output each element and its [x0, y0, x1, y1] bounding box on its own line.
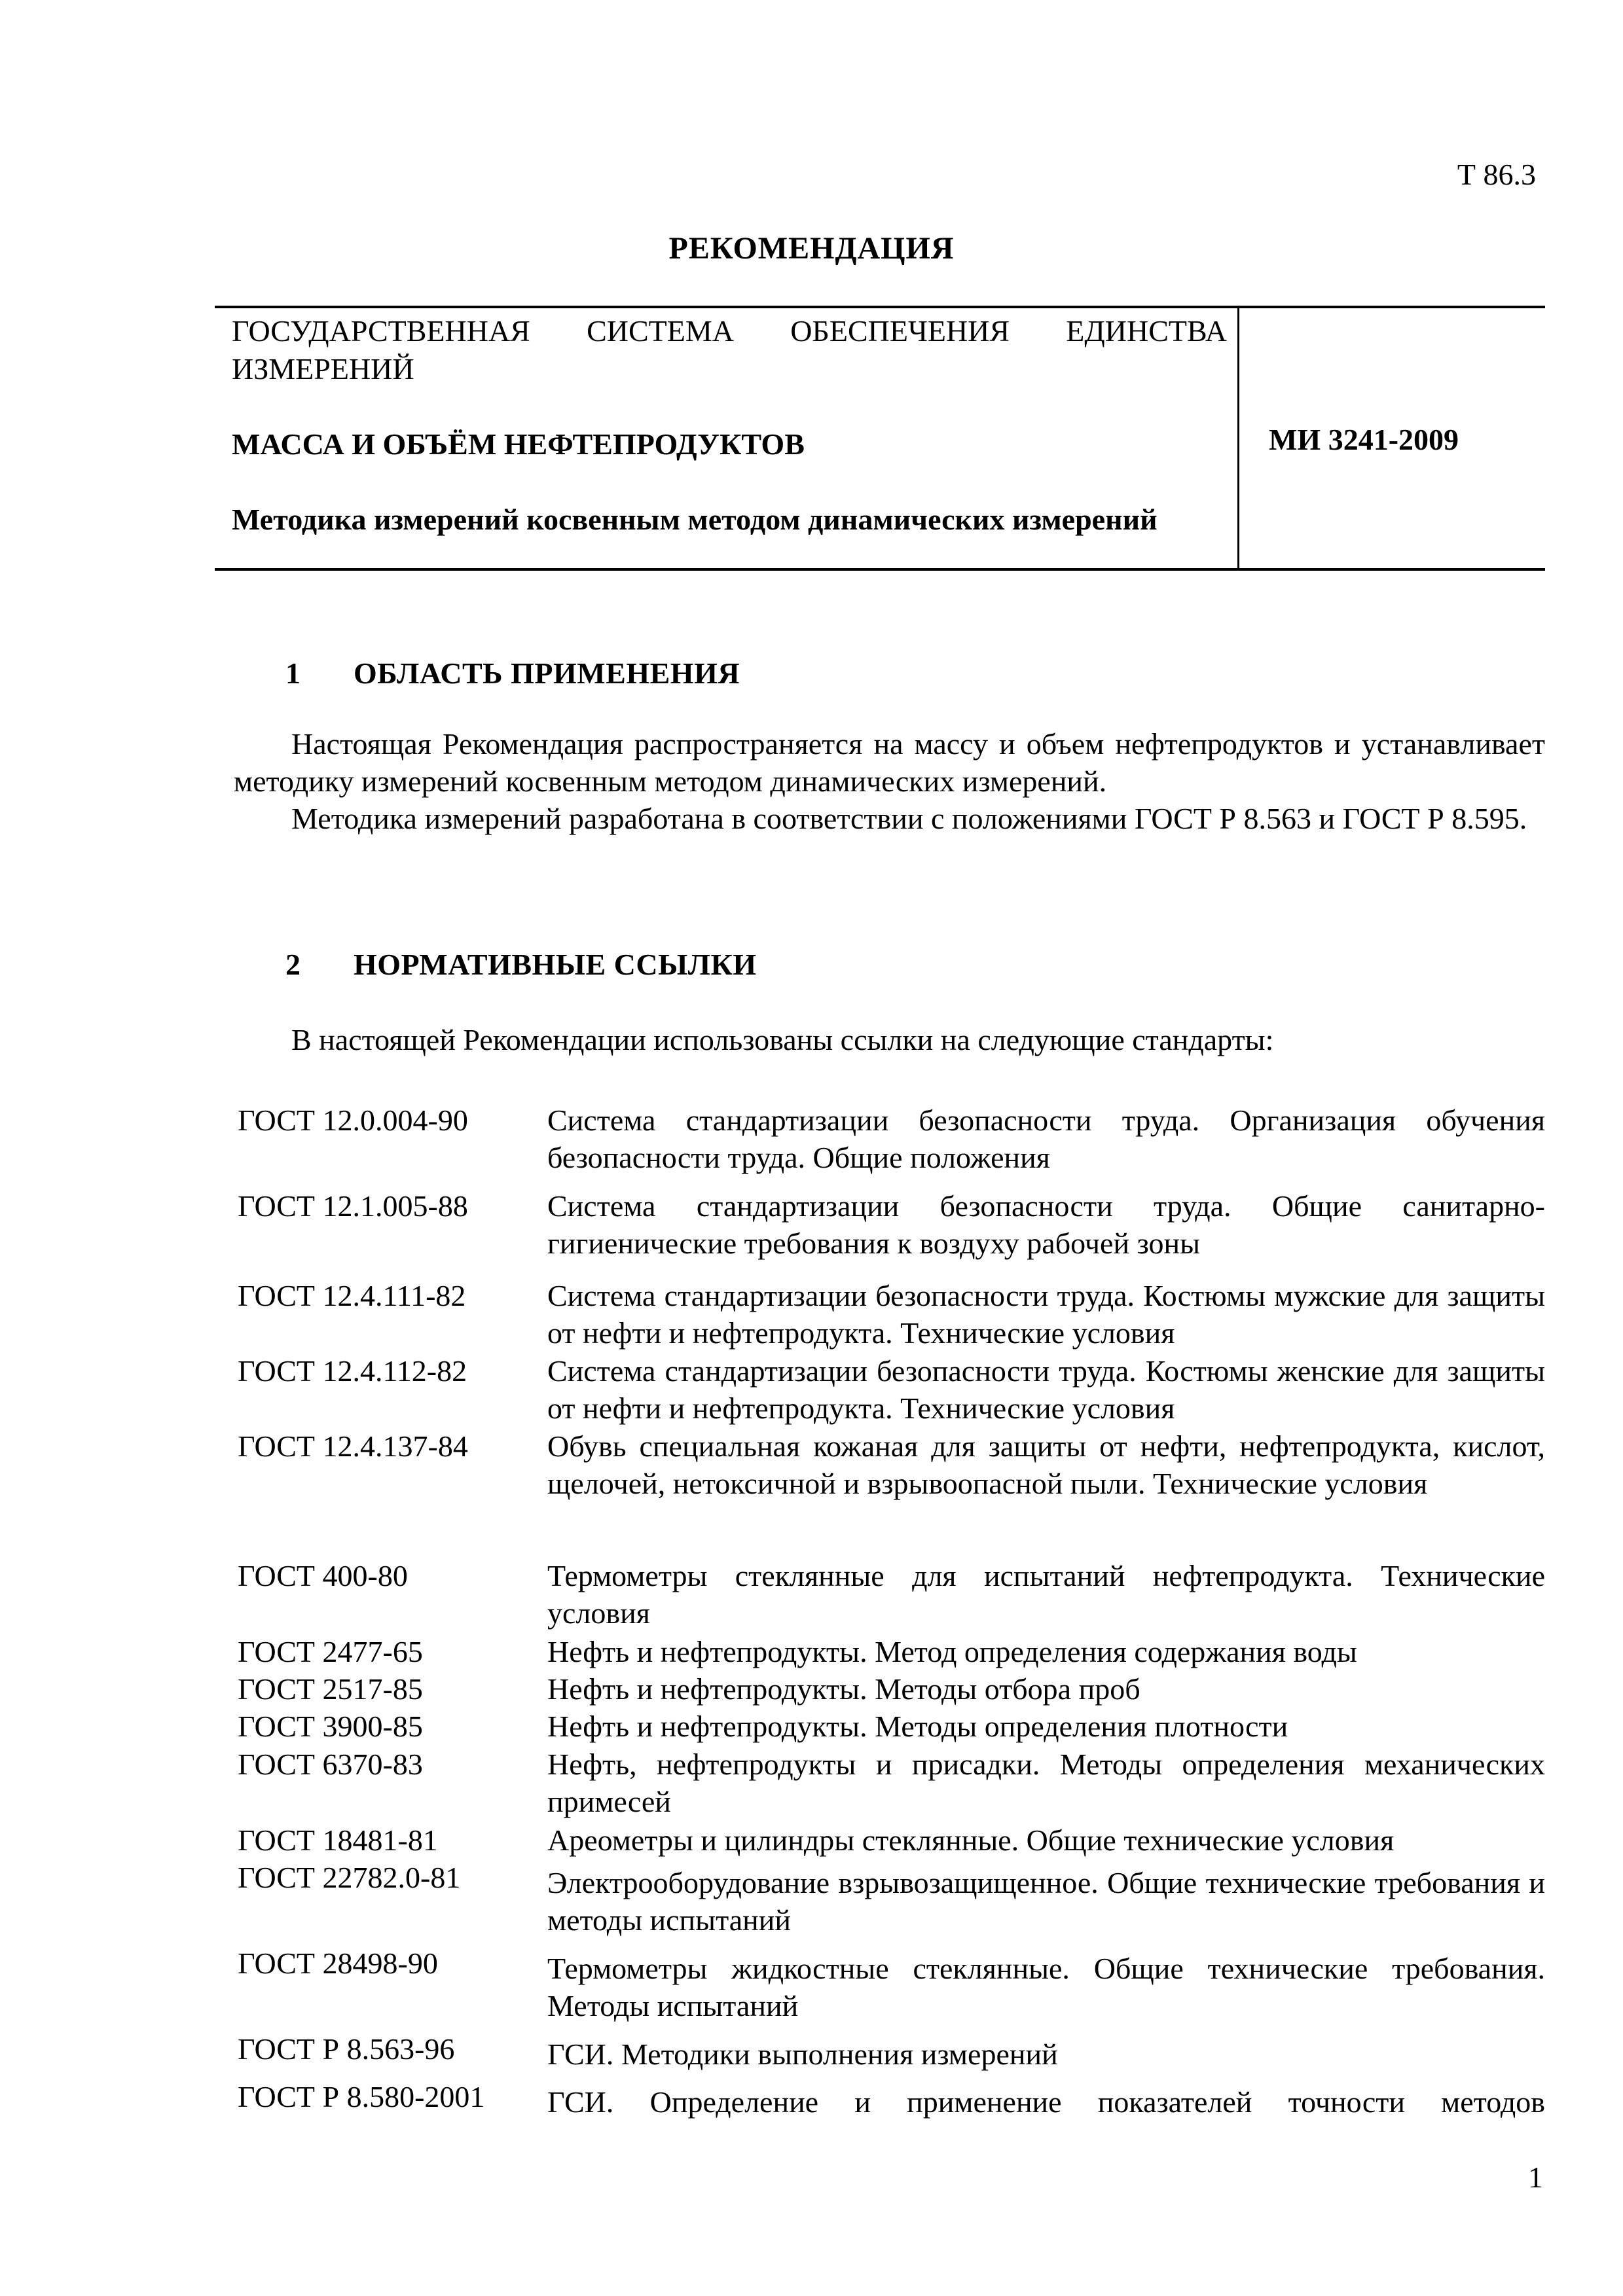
header-left-column [232, 312, 1227, 539]
reference-title: Термометры жидкостные стеклянные. Общие технические требования. Методы испытаний [547, 1952, 1545, 2022]
reference-title: Система стандартизации безопасности труда. Костюмы женские для защиты от нефти и нефтепродукта. Технические условия [547, 1354, 1545, 1425]
section-2-number: 2 [285, 948, 301, 981]
reference-code: ГОСТ 6370-83 [238, 1748, 423, 1781]
reference-title: Нефть, нефтепродукты и присадки. Методы определения механических примесей [547, 1748, 1545, 1818]
section-2-intro-text: В настоящей Рекомендации использованы ссылки на следующие стандарты: [291, 1023, 1274, 1056]
references-list [238, 1102, 1545, 2117]
reference-row [238, 1557, 1545, 1633]
reference-row [238, 2078, 1545, 2117]
reference-code: ГОСТ 12.4.137-84 [238, 1429, 468, 1463]
reference-title: Нефть и нефтепродукты. Метод определения содержания воды [547, 1635, 1357, 1668]
document-designation: МИ 3241-2009 [1269, 423, 1459, 456]
reference-row [238, 1945, 1545, 2030]
section-1-number: 1 [285, 656, 301, 690]
reference-code: ГОСТ 12.4.111-82 [238, 1279, 466, 1312]
reference-title: Электрооборудование взрывозащищенное. Общие технические требования и методы испытаний [547, 1866, 1545, 1937]
header-block [215, 306, 1545, 571]
reference-code: ГОСТ 3900-85 [238, 1710, 423, 1743]
reference-code: ГОСТ 2477-65 [238, 1635, 423, 1668]
reference-code: ГОСТ 400-80 [238, 1559, 408, 1592]
reference-code: ГОСТ 22782.0-81 [238, 1861, 461, 1894]
reference-row [238, 2030, 1545, 2078]
reference-code: ГОСТ 12.0.004-90 [238, 1103, 468, 1137]
reference-code: ГОСТ 18481-81 [238, 1823, 438, 1857]
reference-code: ГОСТ 12.4.112-82 [238, 1354, 467, 1388]
reference-row [238, 1670, 1545, 1708]
reference-title: Система стандартизации безопасности труда. Организация обучения безопасности труда. Общие положения [547, 1103, 1545, 1174]
reference-row [238, 1102, 1545, 1187]
reference-code: ГОСТ 2517-85 [238, 1672, 423, 1706]
reference-code: ГОСТ Р 8.563-96 [238, 2032, 455, 2066]
reference-row [238, 1427, 1545, 1557]
reference-row [238, 1277, 1545, 1352]
section-1-paragraph: Методика измерений разработана в соответствии с положениями ГОСТ Р 8.563 и ГОСТ Р 8.595. [291, 802, 1527, 835]
reference-title: ГСИ. Определение и применение показателей точности методов [547, 2085, 1545, 2119]
reference-title: Термометры стеклянные для испытаний нефтепродукта. Технические условия [547, 1559, 1545, 1630]
page-number: 1 [1528, 2161, 1543, 2194]
reference-title: Обувь специальная кожаная для защиты от нефти, нефтепродукта, кислот, щелочей, нетоксичной и взрывоопасной пыли. Технические условия [547, 1429, 1545, 1500]
reference-row [238, 1859, 1545, 1945]
reference-row [238, 1352, 1545, 1427]
reference-title: Нефть и нефтепродукты. Методы отбора проб [547, 1672, 1140, 1706]
reference-row [238, 1633, 1545, 1670]
reference-code: ГОСТ 28498-90 [238, 1946, 438, 1980]
reference-code: ГОСТ 12.1.005-88 [238, 1189, 468, 1223]
method-title: Методика измерений косвенным методом динамических измерений [232, 503, 1158, 536]
system-title: ГОСУДАРСТВЕННАЯ СИСТЕМА ОБЕСПЕЧЕНИЯ ЕДИНСТВА ИЗМЕРЕНИЙ [232, 314, 1227, 386]
reference-title: Нефть и нефтепродукты. Методы определения плотности [547, 1710, 1288, 1743]
document-type-title: РЕКОМЕНДАЦИЯ [668, 231, 955, 266]
section-1-body [234, 725, 1545, 837]
reference-row [238, 1187, 1545, 1277]
section-2-title: НОРМАТИВНЫЕ ССЫЛКИ [354, 948, 757, 981]
reference-row [238, 1708, 1545, 1746]
reference-title: Ареометры и цилиндры стеклянные. Общие технические условия [547, 1823, 1395, 1857]
reference-row [238, 1821, 1545, 1859]
reference-row [238, 1746, 1545, 1821]
reference-title: Система стандартизации безопасности труда. Костюмы мужские для защиты от нефти и нефтепродукта. Технические условия [547, 1279, 1545, 1350]
reference-code: ГОСТ Р 8.580-2001 [238, 2080, 485, 2113]
header-divider [1237, 308, 1239, 568]
product-title: МАССА И ОБЪЁМ НЕФТЕПРОДУКТОВ [232, 427, 805, 461]
reference-title: Система стандартизации безопасности труда. Общие санитарно-гигиенические требования к воздуху рабочей зоны [547, 1189, 1545, 1260]
section-2-intro [234, 1021, 1545, 1058]
document-code: Т 86.3 [1457, 158, 1536, 191]
section-1-title: ОБЛАСТЬ ПРИМЕНЕНИЯ [354, 656, 740, 690]
reference-title: ГСИ. Методики выполнения измерений [547, 2037, 1058, 2071]
section-1-paragraph: Настоящая Рекомендация распространяется на массу и объем нефтепродуктов и устанавливает методику измерений косвенным методом динамических измерений. [234, 727, 1545, 798]
